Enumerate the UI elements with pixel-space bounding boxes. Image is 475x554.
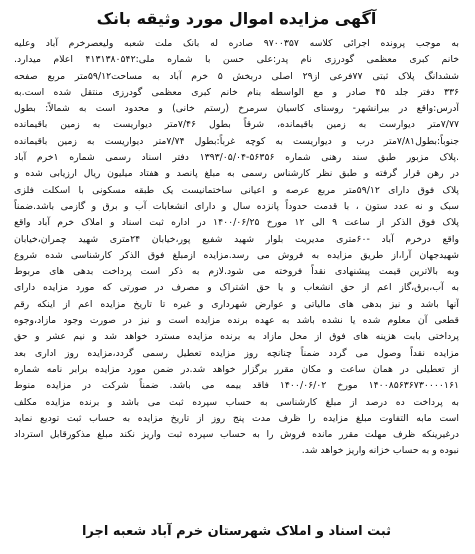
notice-line: پلاک فوق الذکر از ساعت ۹ الی ۱۲ مورخ ۱۴۰۰/۰۶/۲۵ در اداره ثبت اسناد و املاک خرم آباد واقع bbox=[14, 217, 459, 229]
notice-line: وبه بالاترین قیمت پیشنهادی نقداً فروخته می شود.لازم به ذکر است پرداخت بدهی های مربوط bbox=[14, 266, 459, 278]
notice-line: شهیدجهان آرا،از طریق مزایده به فروش می رسد.مزایده ازمبلغ فوق الذکر کارشناسی شده شروع bbox=[14, 249, 459, 261]
notice-line: به موجب پرونده اجرائی کلاسه ۹۷۰۰۳۵۷ صادره له بانک ملت شعبه ولیعصرخرم آباد وعلیه bbox=[14, 38, 459, 49]
notice-line: مزایده نقداً وصول می گردد ضمناً چنانچه روز مزایده تعطیل رسمی گردد،مزایده روز اداری بعد bbox=[14, 347, 459, 359]
notice-line: ۱۴۰۰۸۵۶۳۶۷۳۰۰۰۰۱۶۱ مورخ ۱۴۰۰/۰۶/۰۲ فاقد بیمه می باشد. ضمناً شرکت در مزایده منوط bbox=[14, 380, 459, 392]
notice-line: خانم کبری معظمی گودرزی نام پدر:علی حسن با شماره ملی:۴۱۳۱۳۸۰۵۴۲ اعلام میدارد. bbox=[14, 54, 459, 66]
notice-line: سبک و نه عدد ستون ، با قدمت حدوداً پانزده سال و دارای انشعابات آب و برق و گازمی باشد.ضمناً bbox=[14, 200, 459, 212]
auction-notice bbox=[4, 4, 469, 549]
notice-line: قطعی آن معلوم شده یا نشده باشد به عهده برنده مزایده است و نیز در صورت وجود مازاد،وجوه bbox=[14, 315, 459, 327]
notice-title: آگهی مزایده اموال مورد وثیقه بانک bbox=[96, 9, 377, 28]
notice-body bbox=[14, 36, 459, 460]
notice-line: جنوباً:بطول۷/۸۱متر درب و دیواریست به کوچه غرباً:بطول ۷/۷۴متر دیواریست به زمین باقیمانده bbox=[14, 135, 459, 147]
notice-line: .پلاک مزبور طبق سند رهنی شماره ۵۶۳۵۶-۱۳۹۳/۰۵/۰۴ دفتر اسناد رسمی شماره ۱خرم آباد bbox=[14, 152, 459, 164]
notice-line: در رهن قرار گرفته و طبق نظر کارشناس رسمی به مبلغ پانصد و هفتاد میلیون ریال ارزیابی شده و bbox=[14, 168, 459, 180]
notice-signature: ثبت اسناد و املاک شهرستان خرم آباد شعبه اجرا bbox=[81, 524, 392, 539]
notice-line: ۷/۷۷متر دیوارست به زمین باقیمانده، شرقاً بطول ۷/۴۶متر دیواریست به زمین باقیمانده bbox=[14, 119, 459, 131]
notice-line: ۳۳۶ دفتر جلد ۴۵ صادر و مع الواسطه بنام خانم کبری معظمی گودرزی منتقل شده است.به bbox=[14, 86, 459, 98]
notice-line: پلاک فوق دارای ۵۹/۱۲متر مربع عرصه و اعیانی ساختمانیست یک طبقه مسکونی با اسکلت فلزی bbox=[14, 184, 459, 196]
notice-line: ششدانگ پلاک ثبتی ۷۷فرعی از۲۹ اصلی دربخش ۵ خرم آباد به مساحت۵۹/۱۲متر مربع صفحه bbox=[14, 70, 459, 82]
notice-line: نبوده و به حساب خزانه واریز خواهد شد. bbox=[301, 445, 459, 457]
notice-line: آدرس:واقع در بیرانشهر- روستای کاسیان سرمرخ (رستم خانی) و محدود است به شمالاً: بطول bbox=[14, 103, 459, 115]
notice-line: به پرداخت ده درصد از مبلغ کارشناسی به حساب سپرده ثبت می باشد و برنده مزایده مکلف bbox=[14, 396, 459, 408]
notice-line: به آب،برق،گاز اعم از حق انشعاب و یا حق اشتراک و مصرف در صورتی که مورد مزایده دارای bbox=[14, 282, 459, 294]
notice-line: واقع درخرم آباد -۶۰متری مدیریت بلوار شهید شفیع پور،خیابان ۲۴متری شهید چمران،خیابان bbox=[14, 233, 459, 245]
notice-line: پرداختی بابت هزینه های فوق از محل مازاد به برنده مزایده مسترد خواهد شد و نیم عشر و حق bbox=[14, 331, 459, 343]
notice-line: است مابه التفاوت مبلغ مزایده را ظرف مدت پنج روز از تاریخ مزایده به حساب ثبت تودیع نماید bbox=[14, 412, 459, 424]
notice-line: آنها باشد و نیز بدهی های مالیاتی و عوارض شهرداری و غیره تا تاریخ مزایده اعم از اینکه رقم bbox=[14, 298, 459, 310]
notice-line: از تعطیلی در همان ساعت و مکان مقرر برگزار خواهد شد.در ضمن مورد مزایده برابر نامه شماره bbox=[14, 363, 459, 375]
notice-line: درغیرینکه ظرف مهلت مقرر مانده فروش را به حساب سپرده ثبت واریز نکند مبلغ مذکورقابل استرداد bbox=[14, 429, 459, 441]
